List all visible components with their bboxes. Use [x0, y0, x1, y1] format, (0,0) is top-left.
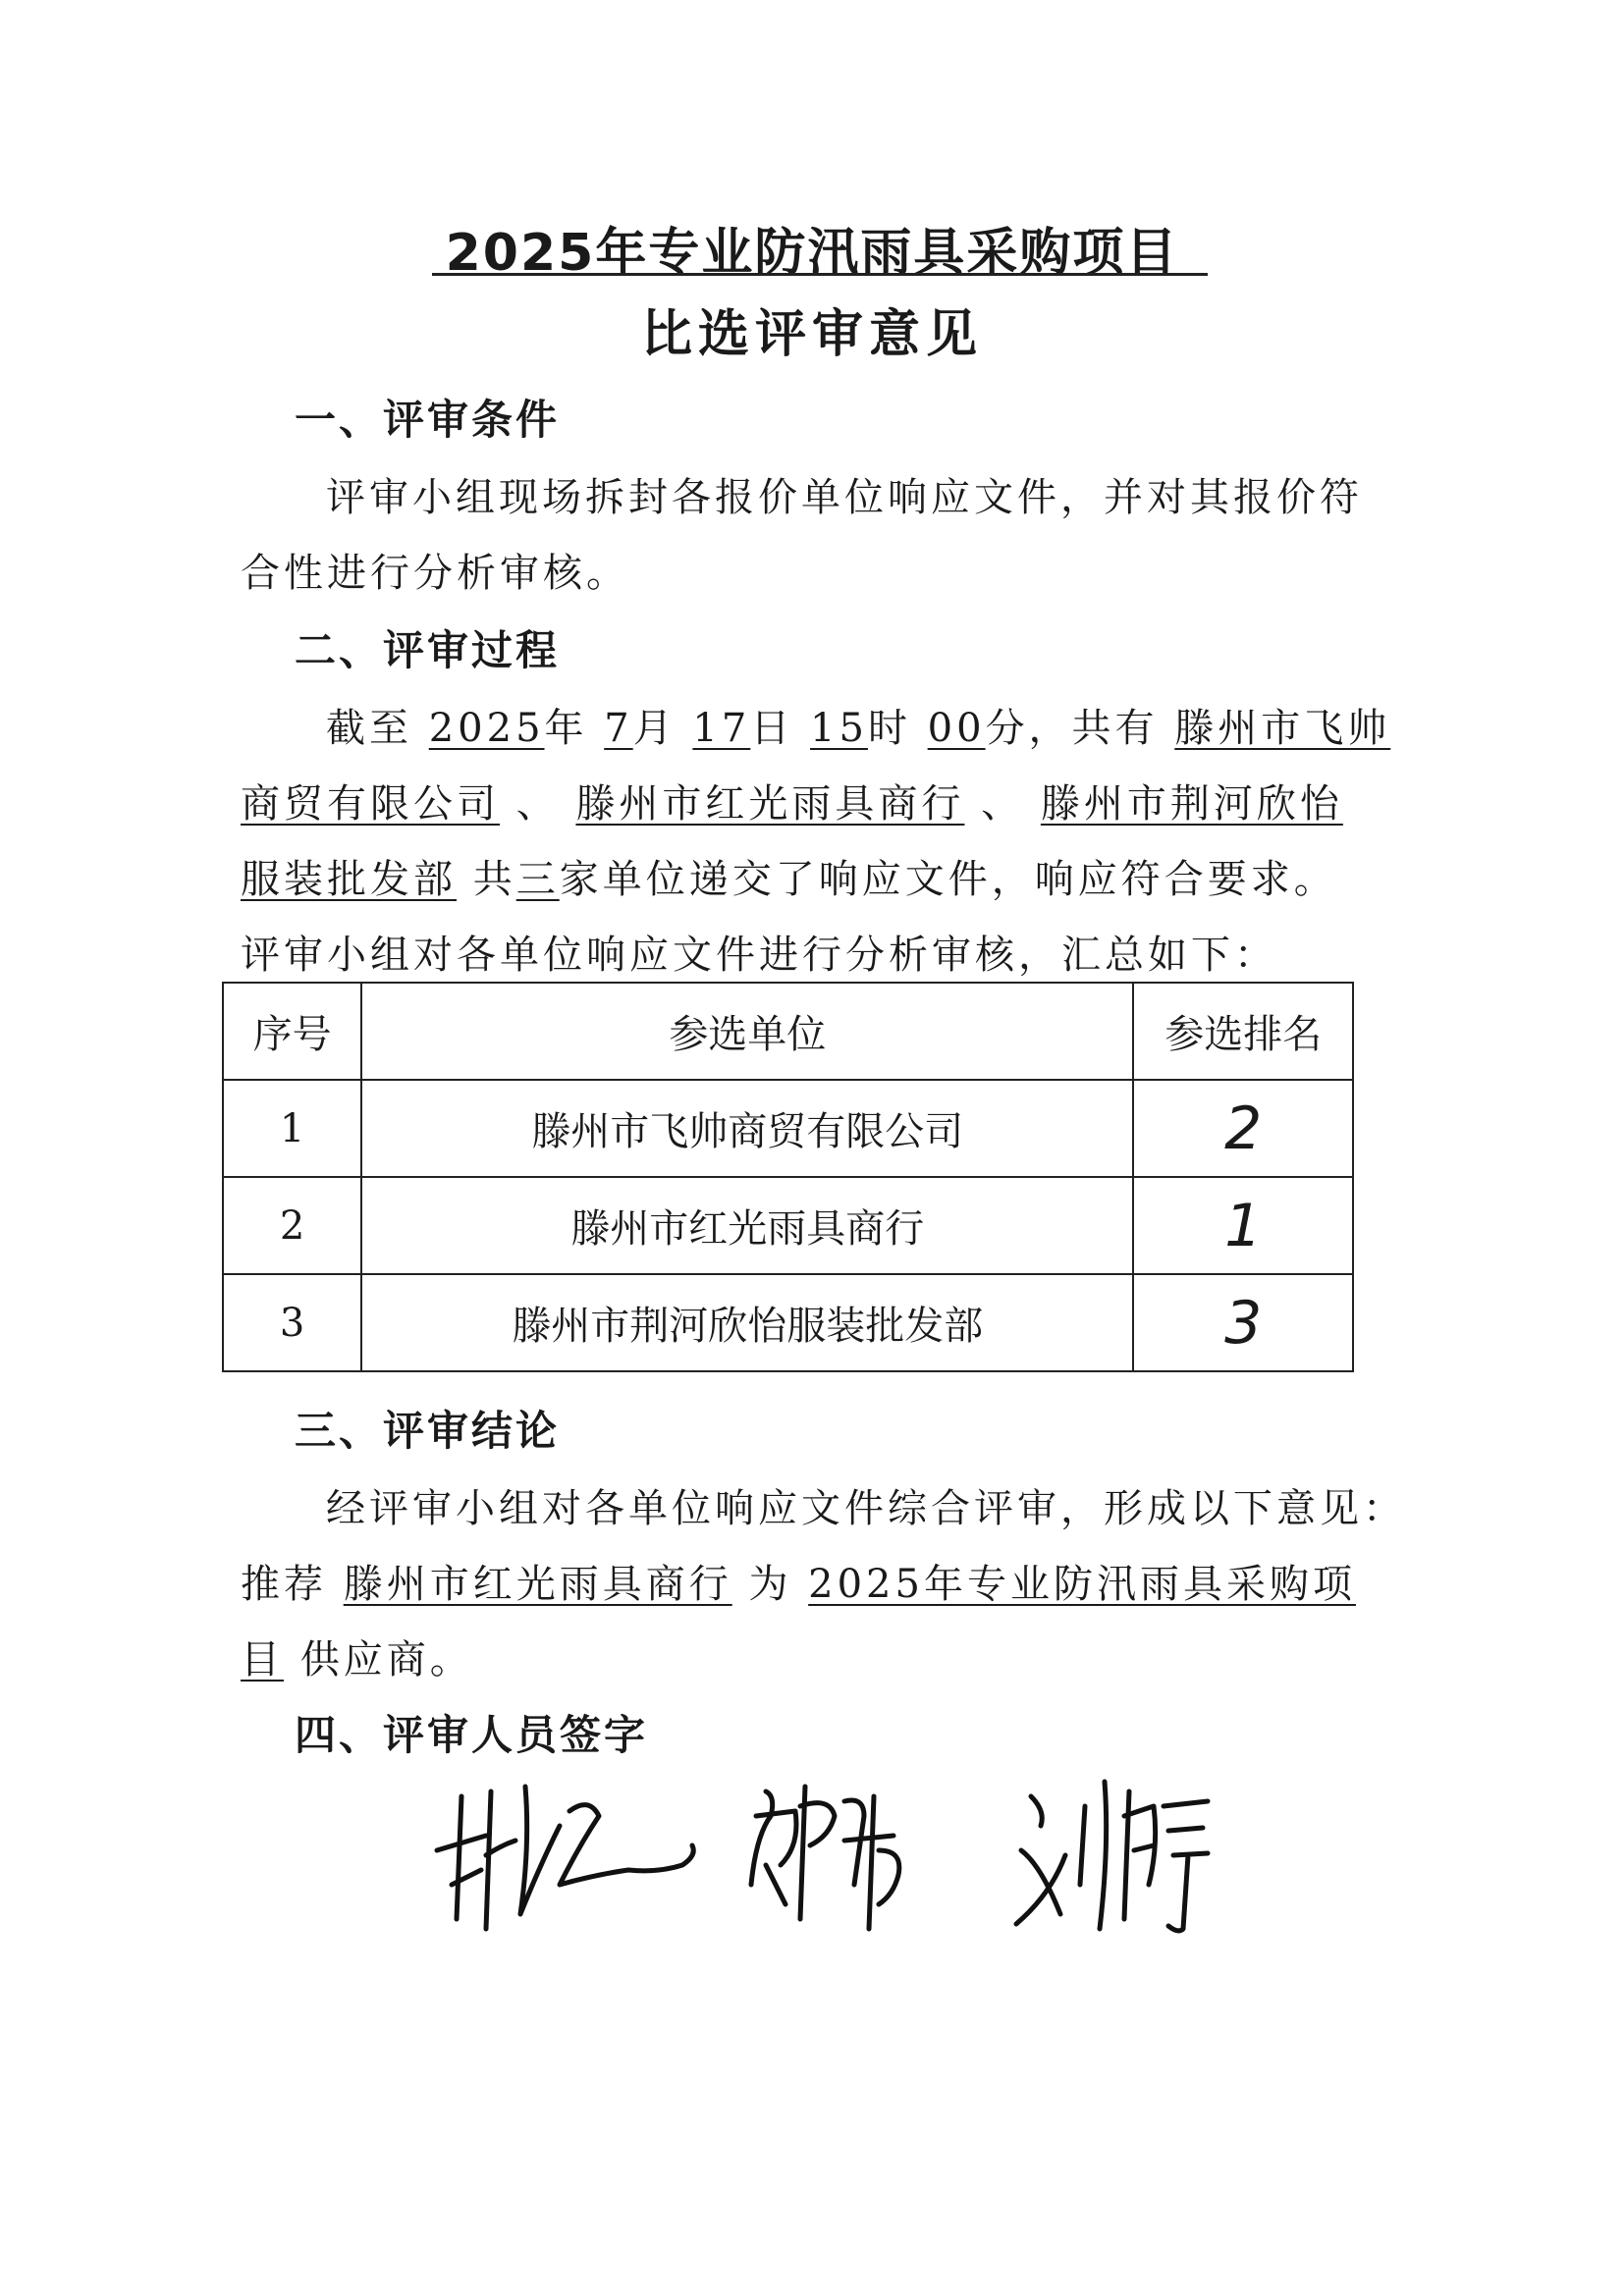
company3-name-part1: 滕州市荆河欣怡	[1040, 781, 1343, 827]
section4-heading: 四、评审人员签字	[295, 1711, 649, 1759]
row-unit: 滕州市红光雨具商行	[361, 1177, 1133, 1274]
company1-name-part2: 商贸有限公司	[241, 781, 500, 827]
company-count: 三	[515, 857, 560, 902]
day-unit: 日	[750, 706, 794, 751]
project-name-part1: 2025年专业防汛雨具采购项	[808, 1562, 1356, 1607]
results-table	[222, 982, 1354, 1372]
row-unit: 滕州市飞帅商贸有限公司	[361, 1080, 1133, 1177]
section2-line2	[241, 773, 1343, 828]
section3-line1: 经评审小组对各单位响应文件综合评审，形成以下意见：	[326, 1486, 1406, 1531]
section1-line2: 合性进行分析审核。	[241, 551, 629, 596]
table-header-row	[223, 983, 1353, 1080]
table-row	[223, 1274, 1353, 1371]
header-no: 序号	[223, 983, 361, 1080]
recommend-label: 推荐	[241, 1562, 327, 1607]
company1-name-part1: 滕州市飞帅	[1174, 706, 1391, 751]
separator-2: 、	[981, 781, 1025, 827]
supplier-label: 供应商。	[299, 1637, 473, 1682]
section2-summary: 评审小组对各单位响应文件进行分析审核，汇总如下：	[241, 933, 1277, 978]
minute-unit: 分，共有	[985, 706, 1159, 751]
deadline-month: 7	[604, 706, 633, 751]
row-no: 3	[223, 1274, 361, 1371]
signature-3	[1016, 1782, 1208, 1931]
row-unit: 滕州市荆河欣怡服装批发部	[361, 1274, 1133, 1371]
deadline-year: 2025	[428, 706, 545, 751]
signature-area	[432, 1757, 1276, 1953]
row-rank-handwritten: 3	[1133, 1274, 1353, 1371]
month-unit: 月	[632, 706, 677, 751]
deadline-prefix: 截至	[326, 706, 412, 751]
company3-name-part2: 服装批发部	[241, 857, 457, 902]
company2-name: 滕州市红光雨具商行	[575, 781, 965, 827]
row-no: 1	[223, 1080, 361, 1177]
hour-unit: 时	[867, 706, 911, 751]
row-no: 2	[223, 1177, 361, 1274]
section2-line3	[241, 848, 1337, 904]
count-prefix: 共	[472, 857, 516, 902]
row-rank-handwritten: 2	[1133, 1080, 1353, 1177]
row-rank-handwritten: 1	[1133, 1177, 1353, 1274]
document-title: 2025年专业防汛雨具采购项目	[445, 224, 1179, 283]
winner-name: 滕州市红光雨具商行	[343, 1562, 732, 1607]
section3-heading: 三、评审结论	[295, 1407, 561, 1455]
count-suffix: 家单位递交了响应文件，响应符合要求。	[559, 857, 1337, 902]
header-unit: 参选单位	[361, 983, 1133, 1080]
section1-heading: 一、评审条件	[295, 396, 561, 444]
deadline-day: 17	[692, 706, 751, 751]
section2-heading: 二、评审过程	[295, 626, 561, 674]
signature-2	[751, 1787, 899, 1929]
deadline-hour: 15	[810, 706, 868, 751]
year-unit: 年	[544, 706, 588, 751]
deadline-minute: 00	[927, 706, 986, 751]
section2-line1	[326, 697, 1390, 753]
project-name-part2: 目	[241, 1637, 284, 1682]
signature-1	[437, 1787, 693, 1929]
title-underline	[432, 273, 1208, 276]
header-rank: 参选排名	[1133, 983, 1353, 1080]
section3-line2	[241, 1553, 1356, 1609]
document-subtitle: 比选评审意见	[640, 305, 983, 364]
signatures-svg	[432, 1757, 1276, 1953]
section3-line3	[241, 1629, 473, 1684]
table-row	[223, 1080, 1353, 1177]
table-row	[223, 1177, 1353, 1274]
section1-line1: 评审小组现场拆封各报价单位响应文件，并对其报价符	[326, 475, 1363, 520]
separator-1: 、	[515, 781, 560, 827]
as-label: 为	[748, 1562, 792, 1607]
